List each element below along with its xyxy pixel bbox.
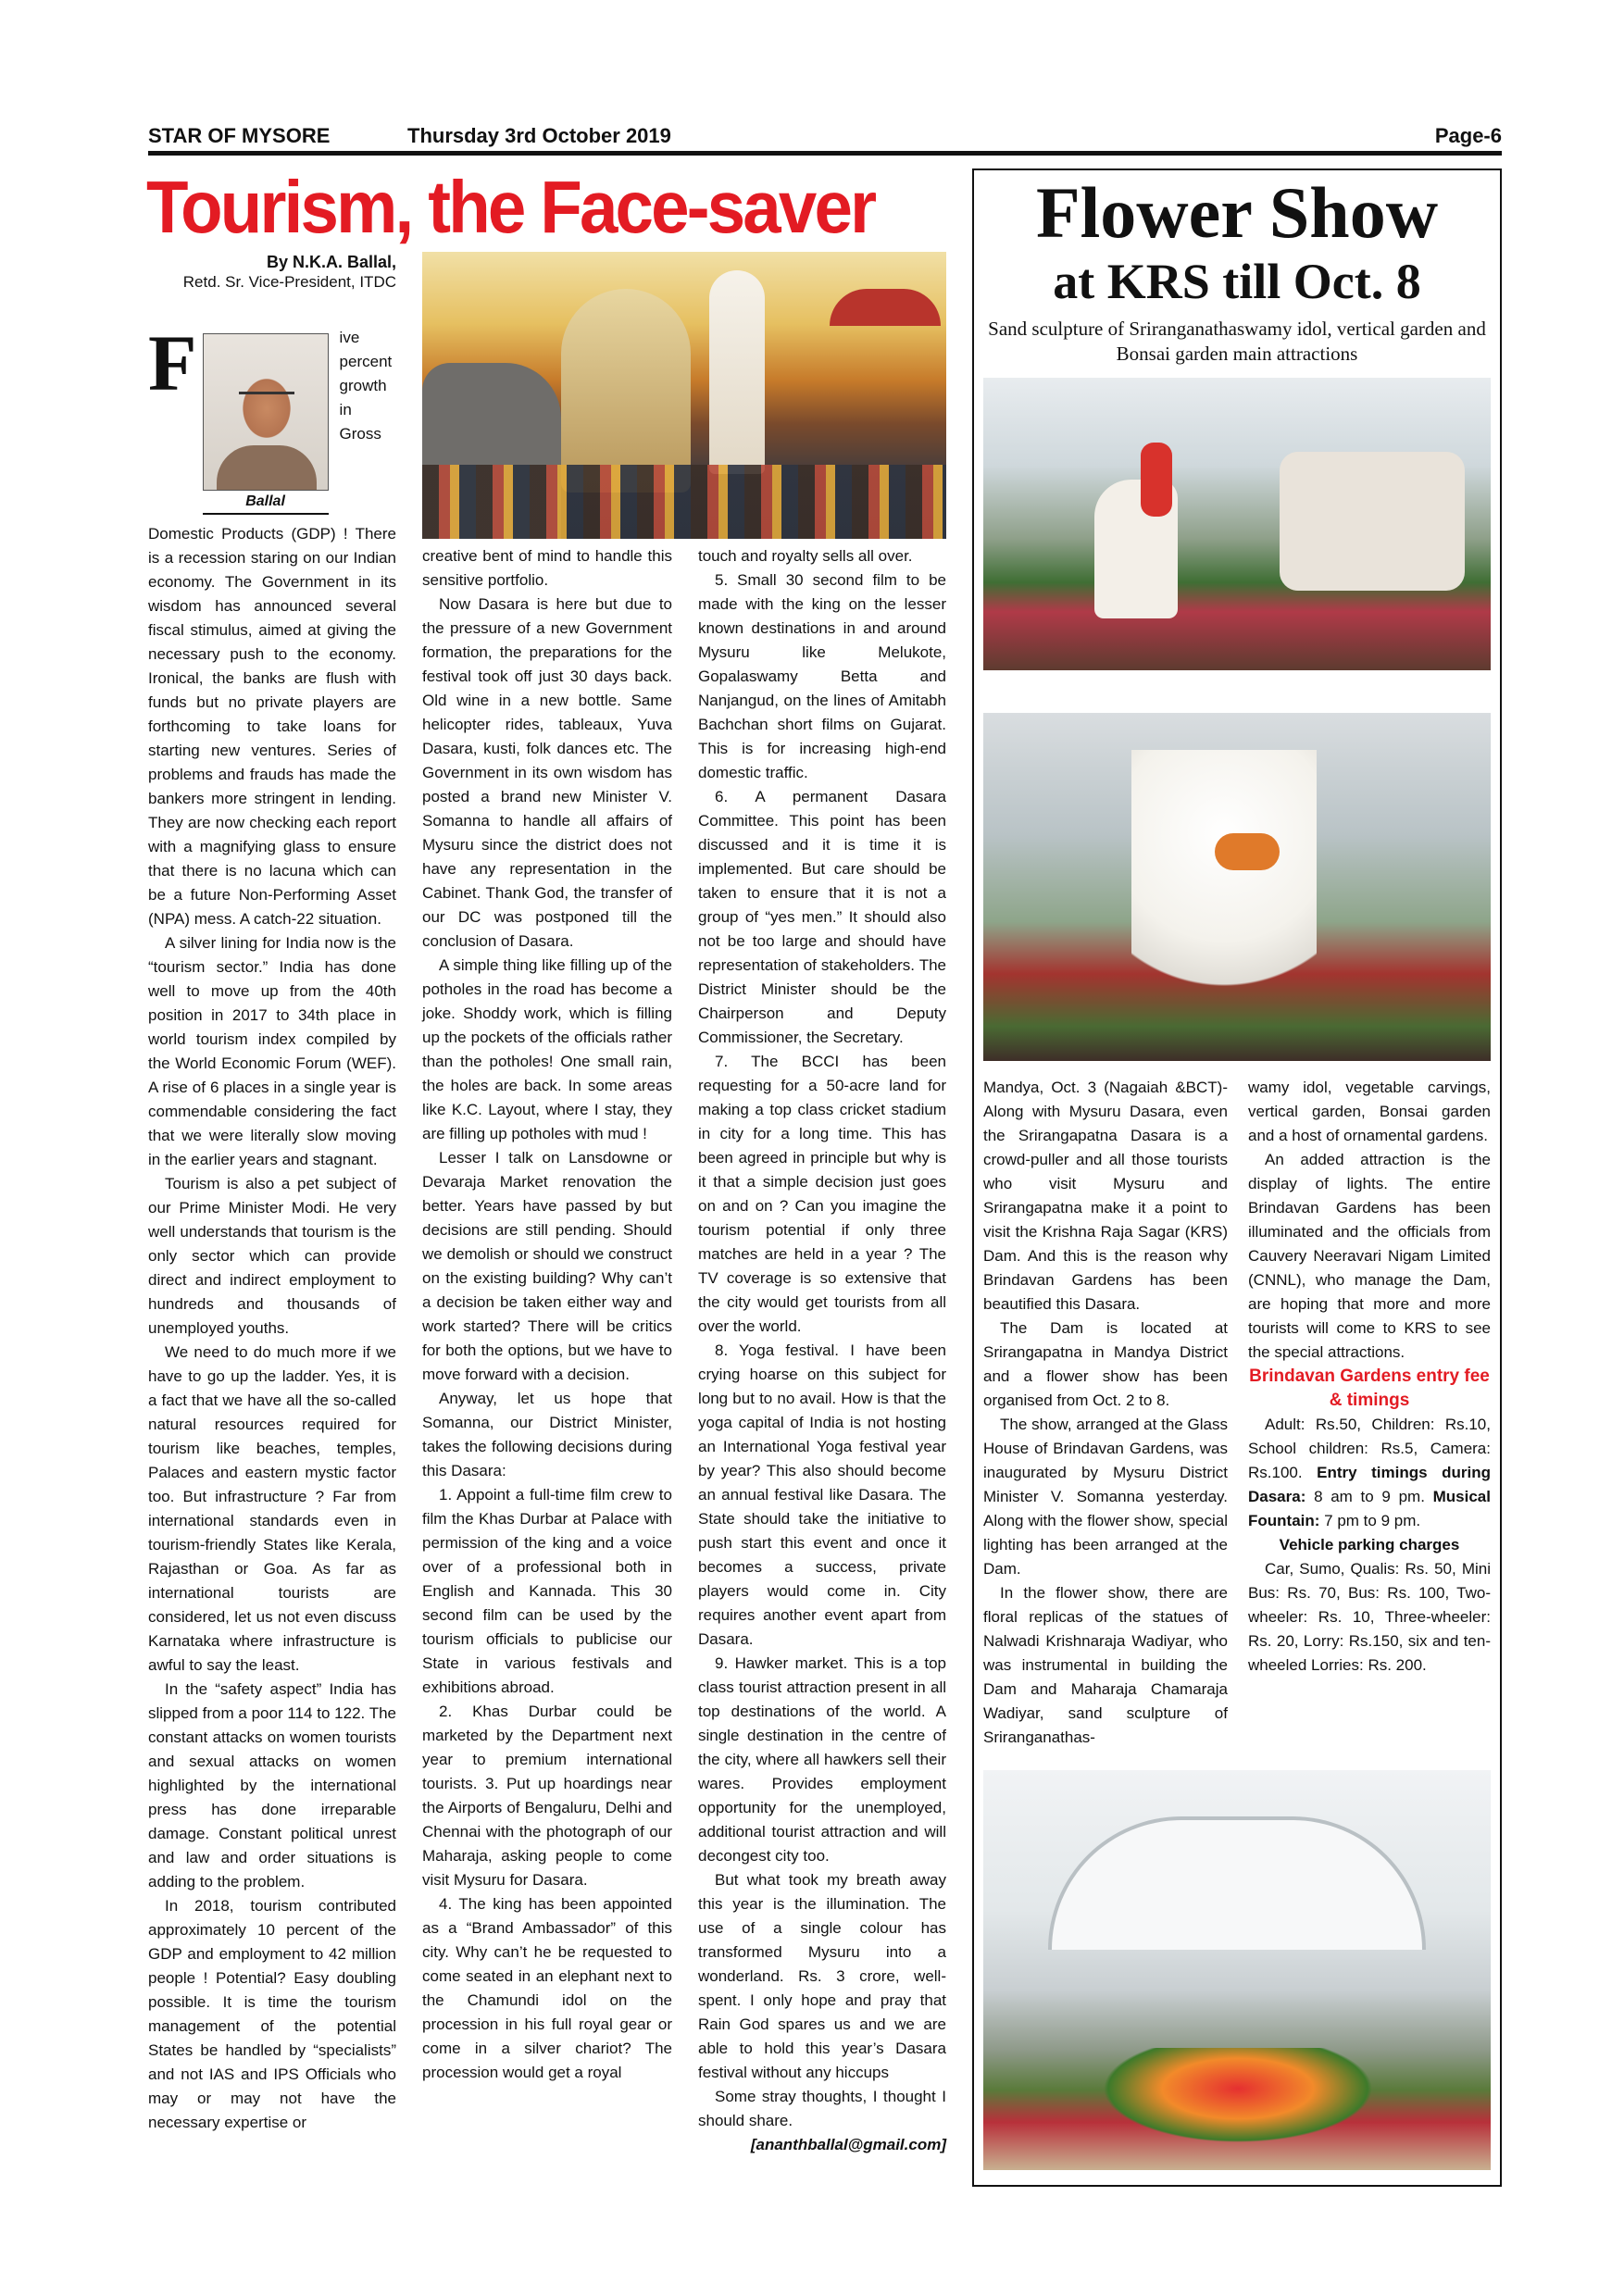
paragraph: 7. The BCCI has been requesting for a 50-acre land for making a top class cricket stadium in city for a long time. This has been agreed in principle but why is it that a simple decision just goes on and on ? Can you imagine the tourism potential if only three matches are held in a year ? The TV coverage is so extensive that the city would get tourists from all over the world. — [698, 1053, 946, 1335]
byline-role: Retd. Sr. Vice-President, ITDC — [182, 273, 396, 291]
paragraph: creative bent of mind to handle this sensitive portfolio. — [422, 547, 672, 589]
portrait-caption: Ballal — [203, 491, 329, 515]
parking-paragraph: Car, Sumo, Qualis: Rs. 50, Mini Bus: Rs. 70, Bus: Rs. 100, Two-wheeler: Rs. 10, Three-wheeler: Rs. 20, Lorry: Rs.150, six and ten-wheeled Lorries: Rs. 200. — [1248, 1560, 1491, 1674]
parking-subhead: Vehicle parking charges — [1279, 1536, 1460, 1554]
paragraph: wamy idol, vegetable carvings, vertical garden, Bonsai garden and a host of ornamental gardens. — [1248, 1079, 1491, 1144]
royal-figure-shape — [709, 270, 765, 474]
fountain-label: Musical Fountain: — [1248, 1488, 1491, 1529]
flower-show-column-2 — [1248, 1076, 1491, 1678]
article-headline: Tourism, the Face-saver — [146, 166, 875, 248]
portrait-photo — [203, 333, 329, 491]
floral-chariot-shape — [1280, 452, 1465, 591]
shirt-shape — [217, 445, 317, 490]
article-column-3 — [698, 544, 946, 2157]
byline-name: By N.K.A. Ballal, — [266, 253, 396, 271]
paragraph: 6. A permanent Dasara Committee. This point has been discussed and it is time it is implemented. But care should be taken to ensure that it is not a group of “yes men.” It should also not be too large and should have representation of stakeholders. The District Minister should be the Chairperson and Deputy Commissioner, the Secretary. — [698, 788, 946, 1046]
timings-text: 8 am to 9 pm. — [1314, 1488, 1425, 1505]
paragraph: 9. Hawker market. This is a top class tourist attraction present in all top destinations of the world. A single destination in the centre of the city, where all hawkers sell their wares. Provides employment opportunity for the unemployed, additional tourist attraction and will decongest city too. — [698, 1654, 946, 1865]
issue-date: Thursday 3rd October 2019 — [407, 124, 671, 147]
paragraph: Mandya, Oct. 3 (Nagaiah &BCT)- Along with Mysuru Dasara, even the Srirangapatna Dasara is a crowd-puller and all those tourists who visit Mysuru and Srirangapatna make it a point to visit the Krishna Raja Sagar (KRS) Dam. And this is the reason why Brindavan Gardens has been beautified this Dasara. — [983, 1079, 1228, 1313]
dasara-procession-photo — [422, 252, 946, 539]
paragraph: Some stray thoughts, I thought I should share. — [698, 2088, 946, 2129]
fees-subhead: Brindavan Gardens entry fee & timings — [1249, 1366, 1490, 1410]
paragraph: A simple thing like filling up of the potholes in the road has become a joke. Shoddy work, which is filling up the pockets of the officials rather than the potholes! One small rain, the holes are back. In some areas like K.C. Layout, where I stay, they are filling up potholes with mud ! — [422, 956, 672, 1142]
article-column-1 — [148, 318, 396, 2135]
fees-paragraph — [1248, 1413, 1491, 1533]
flower-show-subtitle: at KRS till Oct. 8 — [1053, 254, 1421, 309]
byline — [148, 252, 396, 293]
golden-howdah-shape — [561, 289, 691, 493]
drop-cap: F — [148, 318, 197, 407]
paragraph: But what took my breath away this year is the illumination. The use of a single colour has transformed Mysuru into a wonderland. Rs. 3 crore, well-spent. I only hope and pray that Rain God spares us and we are able to hold this year’s Dasara festival without any hiccups — [698, 1871, 946, 2081]
paragraph: The show, arranged at the Glass House of Brindavan Gardens, was inaugurated by Mysuru District Minister V. Somanna yesterday. Along with the flower show, special lighting has been arranged at the Dam. — [983, 1416, 1228, 1578]
masthead — [148, 119, 1502, 152]
fees-text: Adult: Rs.50, Children: Rs.10, School children: Rs.5, Camera: Rs.100. — [1248, 1416, 1491, 1481]
glass-house-photo — [983, 1770, 1491, 2170]
paragraph: Lesser I talk on Lansdowne or Devaraja Market renovation the better. Years have passed by but decisions are still pending. Should we demolish or should we construct on the existing building? Why can’t a decision be taken either way and work started? There will be critics for both the options, but we have to move forward with a decision. — [422, 1149, 672, 1383]
crowd-shape — [422, 465, 946, 539]
page-number: Page-6 — [1434, 124, 1502, 147]
author-portrait — [203, 333, 329, 518]
paragraph: touch and royalty sells all over. — [698, 547, 913, 565]
paragraph: The Dam is located at Srirangapatna in Mandya District and a flower show has been organised from Oct. 2 to 8. — [983, 1319, 1228, 1409]
flower-bed-shape — [1085, 2048, 1391, 2150]
glass-house-roof-shape — [1048, 1816, 1426, 1950]
flower-show-title: Flower Show — [1035, 172, 1439, 253]
paragraph: ive percent growth in Gross Domestic Products (GDP) ! There is a recession staring on our Indian economy. The Government in its wisdom has announced several fiscal stimulus, aimed at giving the necessary push to the economy. Ironical, the banks are flush with funds but no private players are forthcoming to take loans for starting new ventures. Series of problems and frauds has made the bankers more stringent in lending. They are now checking each report with a magnifying glass to ensure that there is no lacuna which can be a future Non-Performing Asset (NPA) mess. A catch-22 situation. — [148, 329, 396, 928]
paragraph: Now Dasara is here but due to the pressure of a new Government formation, the preparations for the festival took off just 30 days back. Old wine in a new bottle. Same helicopter rides, tableaux, Yuva Dasara, kusti, folk dances etc. The Government in its own wisdom has posted a brand new Minister V. Somanna to handle all affairs of Mysuru since the district does not have any representation in the Cabinet. Thank God, the transfer of our DC was postponed till the conclusion of Dasara. — [422, 595, 672, 950]
paragraph: 4. The king has been appointed as a “Brand Ambassador” of this city. Why can’t he be requested to come seated in an elephant next to the Chamundi idol on the procession in his full royal gear or come in a silver chariot? The procession would get a royal — [422, 1895, 672, 2081]
paragraph: 2. Khas Durbar could be marketed by the Department next year to premium international tourists. 3. Put up hoardings near the Airports of Bengaluru, Delhi and Chennai with the photograph of our Maharaja, asking people to come visit Mysuru for Dasara. — [422, 1703, 672, 1889]
paragraph: 8. Yoga festival. I have been crying hoarse on this subject for long but to no avail. How is that the yoga capital of India is not hosting an International Yoga festival year by year? This also should become an annual festival like Dasara. The State should take the initiative to push start this event and once it becomes a success, private players would come in. City requires another event apart from Dasara. — [698, 1341, 946, 1648]
flower-show-deck: Sand sculpture of Sriranganathaswamy idol, vertical garden and Bonsai garden main attractions — [988, 318, 1486, 365]
floral-rider-shape — [1141, 443, 1172, 517]
floral-horse-rider-photo — [983, 378, 1491, 670]
glasses-shape — [239, 392, 294, 409]
paragraph: 1. Appoint a full-time film crew to film the Khas Durbar at Palace with permission of the king and a voice over of a professional both in English and Kannada. This 30 second film can be used by the tourism officials to publicise our State in various festivals and exhibitions abroad. — [422, 1486, 672, 1696]
paragraph: In the “safety aspect” India has slipped from a poor 114 to 122. The constant attacks on women tourists and sexual attacks on women highlighted by the international press has done irreparable damage. Constant political unrest and law and order situations is adding to the problem. — [148, 1680, 396, 1890]
publication-name: STAR OF MYSORE — [148, 124, 331, 147]
flower-show-column-1 — [983, 1076, 1228, 1750]
floral-duck-photo — [983, 713, 1491, 1061]
fountain-text: 7 pm to 9 pm. — [1324, 1512, 1421, 1529]
paragraph: We need to do much more if we have to go up the ladder. Yes, it is a fact that we have all the so-called natural resources required for tourism like beaches, temples, Palaces and eastern mystic factor too. But infrastructure ? Far from international standards even in tourism-friendly States like Kerala, Rajasthan or Goa. As far as international tourists are considered, let us not even discuss Karnataka where infrastructure is awful to say the least. — [148, 1343, 396, 1674]
timings-label: Entry timings during Dasara: — [1248, 1464, 1491, 1505]
umbrella-shape — [830, 289, 941, 326]
paragraph: A silver lining for India now is the “tourism sector.” India has done well to move up from the 40th position in 2017 to 34th place in world tourism index compiled by the World Economic Forum (WEF). A rise of 6 places in a single year is commendable considering the fact that we were literally slow moving in the earlier years and stagnant. — [148, 934, 396, 1168]
masthead-rule — [148, 151, 1502, 156]
paragraph: 5. Small 30 second film to be made with the king on the lesser known destinations in and around Mysuru like Melukote, Gopalaswamy Betta and Nanjangud, on the lines of Amitabh Bachchan short films on Gujarat. This is for increasing high-end domestic traffic. — [698, 571, 946, 781]
article-column-2 — [422, 544, 672, 2085]
paragraph: In the flower show, there are floral replicas of the statues of Nalwadi Krishnaraja Wadiyar, who was instrumental in building the Dam and Maharaja Chamaraja Wadiyar, sand sculpture of Sriranganathas- — [983, 1584, 1228, 1746]
floral-duck-shape — [1131, 750, 1317, 1028]
paragraph: An added attraction is the display of lights. The entire Brindavan Gardens has been illuminated and the officials from Cauvery Neeravari Nigam Limited (CNNL), who manage the Dam, are hoping that more and more tourists will come to KRS to see the special attractions. — [1248, 1151, 1491, 1361]
duck-beak-shape — [1215, 833, 1280, 870]
author-email: [ananthballal@gmail.com] — [750, 2136, 946, 2153]
paragraph: Tourism is also a pet subject of our Prime Minister Modi. He very well understands that tourism is the only sector which can provide direct and indirect employment to hundreds and thousands of unemployed youths. — [148, 1175, 396, 1337]
paragraph: Anyway, let us hope that Somanna, our District Minister, takes the following decisions during this Dasara: — [422, 1390, 672, 1479]
paragraph: In 2018, tourism contributed approximately 10 percent of the GDP and employment to 42 million people ! Potential? Easy doubling possible. It is time the tourism management of the potential States be handled by “specialists” and not IAS and IPS Officials who may or may not have the necessary expertise or — [148, 1897, 396, 2131]
